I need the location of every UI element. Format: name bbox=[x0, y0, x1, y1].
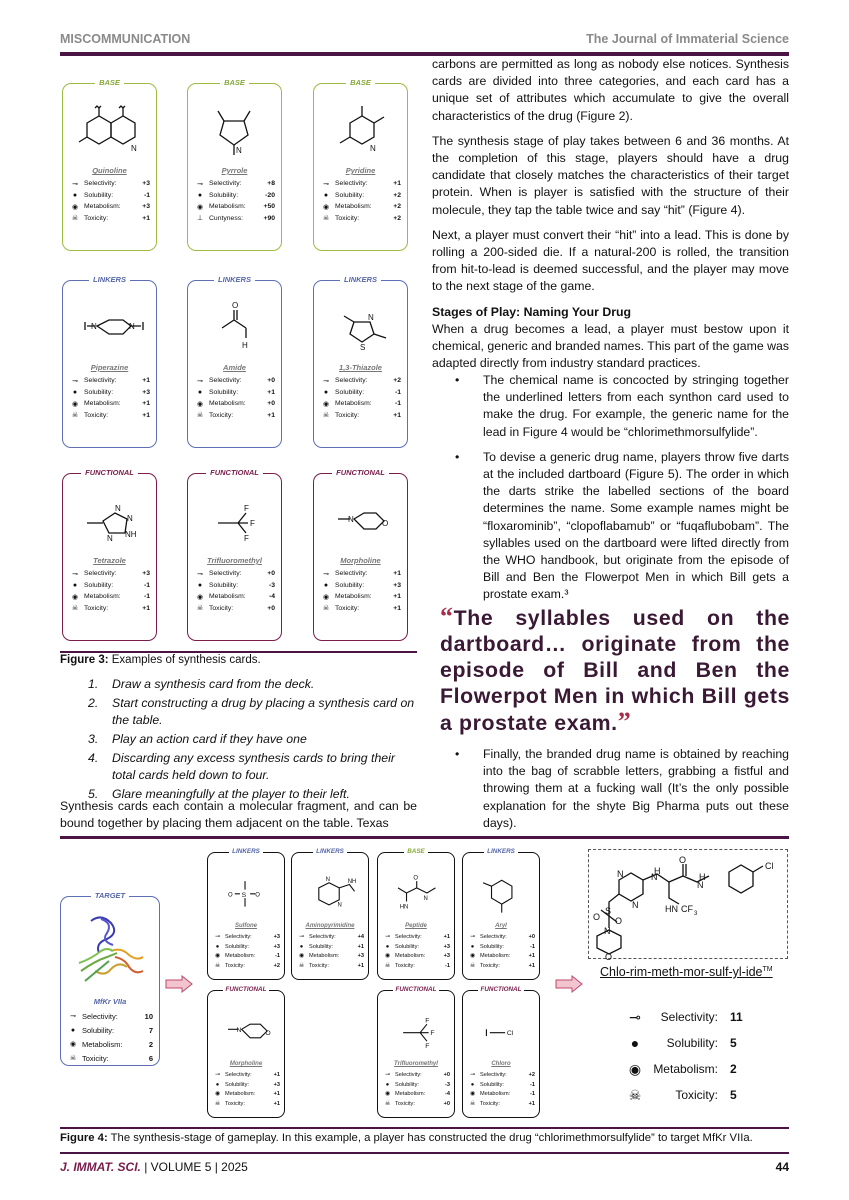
step-item: 5. Glare meaningfully at the player to their left. bbox=[88, 787, 350, 801]
step-item: 2. Start constructing a drug by placing a synthesis card on the table. bbox=[88, 696, 415, 727]
card-stats: ⊸ Selectivity: +3 ● Solubility: +3 ◉ Metabolism: -1 ☠ Toxicity: +2 bbox=[214, 933, 280, 970]
figure-3-caption: Figure 3: Examples of synthesis cards. bbox=[60, 654, 261, 666]
drop-icon: ● bbox=[323, 388, 329, 396]
svg-text:O: O bbox=[605, 952, 613, 960]
svg-text:N: N bbox=[236, 146, 242, 155]
skull-icon: ☠ bbox=[196, 605, 204, 613]
card-stats: ⊸ Selectivity: +0 ● Solubility: +1 ◉ Metabolism: +0 ☠ Toxicity: +1 bbox=[194, 375, 275, 421]
key-icon: ⊸ bbox=[215, 933, 220, 940]
card-stats: ⊸ Selectivity: +0 ● Solubility: -1 ◉ Metabolism: +1 ☠ Toxicity: +1 bbox=[469, 933, 535, 970]
flame-icon: ◉ bbox=[214, 953, 221, 960]
close-quote-icon: ” bbox=[617, 707, 632, 736]
drug-name: Chlo-rim-meth-mor-sulf-yl-ide™ bbox=[600, 965, 773, 979]
molecule-structure-thiazole bbox=[318, 294, 405, 362]
molecule-structure-sulfone bbox=[211, 863, 285, 923]
svg-text:O: O bbox=[232, 301, 239, 310]
drop-icon: ● bbox=[215, 943, 220, 950]
key-icon: ⊸ bbox=[299, 933, 304, 940]
svg-text:N: N bbox=[325, 877, 330, 884]
svg-text:NH: NH bbox=[347, 878, 357, 885]
skull-icon: ☠ bbox=[469, 1101, 476, 1108]
card-name: Quinoline bbox=[92, 166, 127, 175]
drop-icon: ● bbox=[470, 943, 475, 950]
drop-icon: ● bbox=[72, 191, 78, 199]
card-name: Trifluoromethyl bbox=[207, 556, 262, 565]
card-name: Aminopyrimidine bbox=[305, 923, 355, 929]
key-icon: ⊸ bbox=[197, 180, 203, 188]
paragraph: carbons are permitted as long as nobody else notices. Synthesis cards are divided into three categories, and each card has a unique set of attributes which accumulate to give the overall characteristics of the drug (Figure 2). bbox=[432, 57, 789, 123]
card-name: Piperazine bbox=[90, 363, 129, 372]
svg-text:N: N bbox=[107, 534, 113, 543]
molecule-structure-cf3 bbox=[192, 487, 279, 555]
svg-text:F: F bbox=[244, 504, 249, 513]
svg-text:N: N bbox=[651, 872, 658, 882]
skull-icon: ☠ bbox=[71, 215, 79, 223]
svg-text:O: O bbox=[679, 855, 687, 865]
svg-text:Cl: Cl bbox=[765, 861, 774, 871]
drop-icon: ● bbox=[630, 1035, 640, 1051]
molecule-structure-morpholine bbox=[318, 487, 405, 555]
molecule-structure-tetrazole bbox=[67, 487, 154, 555]
synthesis-card-pyrrole: BASE N Pyrrole ⊸ Selectivity: +8 ● Solubility: -20 ◉ Metabolism: +50 ⊥ Cuntyness: +90 bbox=[187, 83, 282, 251]
drop-icon: ● bbox=[385, 1081, 390, 1088]
svg-text:O: O bbox=[413, 875, 418, 882]
journal-name: The Journal of Immaterial Science bbox=[586, 32, 789, 46]
card-stats: ⊸ Selectivity: +1 ● Solubility: +3 ◉ Metabolism: +3 ☠ Toxicity: -1 bbox=[384, 933, 450, 970]
svg-text:H: H bbox=[699, 872, 706, 882]
svg-text:N: N bbox=[337, 902, 342, 909]
card-stats: ⊸ Selectivity: +2 ● Solubility: -1 ◉ Metabolism: -1 ☠ Toxicity: +1 bbox=[320, 375, 401, 421]
flame-icon: ◉ bbox=[298, 953, 305, 960]
flame-icon: ◉ bbox=[384, 953, 391, 960]
svg-text:N: N bbox=[370, 144, 376, 153]
synthesis-card-thiazole: LINKERS N S 1,3-Thiazole ⊸ Selectivity: +2 ● Solubility: -1 ◉ Metabolism: -1 ☠ Toxicity: +1 bbox=[313, 280, 408, 448]
svg-text:F: F bbox=[425, 1043, 430, 1051]
card-stats: ⊸ Selectivity: +0 ● Solubility: -3 ◉ Metabolism: -4 ☠ Toxicity: +0 bbox=[194, 568, 275, 614]
card-stats: ⊸ Selectivity: +2 ● Solubility: -1 ◉ Metabolism: -1 ☠ Toxicity: +1 bbox=[469, 1071, 535, 1108]
svg-text:H: H bbox=[654, 866, 661, 876]
svg-text:N: N bbox=[131, 144, 137, 153]
synthesis-card-amide: LINKERS O H Amide ⊸ Selectivity: +0 ● Solubility: +1 ◉ Metabolism: +0 ☠ Toxicity: +1 bbox=[187, 280, 282, 448]
molecule-structure-peptide bbox=[381, 863, 455, 923]
drop-icon: ● bbox=[70, 1026, 76, 1034]
key-icon: ⊸ bbox=[197, 377, 203, 385]
flame-icon: ◉ bbox=[69, 1041, 77, 1048]
left-paragraph: Synthesis cards each contain a molecular fragment, and can be bound together by placing them adjacent on the table. Texas bbox=[60, 799, 417, 831]
svg-text:N: N bbox=[236, 1026, 242, 1034]
step-item: 3. Play an action card if they have one bbox=[88, 732, 307, 746]
svg-text:O: O bbox=[265, 1030, 271, 1038]
drop-icon: ● bbox=[72, 581, 78, 589]
card-name: Morpholine bbox=[340, 556, 381, 565]
svg-text:N: N bbox=[617, 869, 624, 879]
arrow-icon bbox=[165, 975, 193, 993]
drop-icon: ● bbox=[197, 388, 203, 396]
card-name: Chloro bbox=[491, 1061, 511, 1067]
svg-text:NH: NH bbox=[125, 530, 137, 539]
synthesis-card-aminopyrimidine: LINKERS N N NH Aminopyrimidine ⊸ Selectivity: +4 ● Solubility: +1 ◉ Metabolism: +3 ☠ Toxicity: +1 bbox=[291, 852, 369, 980]
svg-text:HN: HN bbox=[399, 904, 409, 911]
synthesis-card-aryl: LINKERS Aryl ⊸ Selectivity: +0 ● Solubility: -1 ◉ Metabolism: +1 ☠ Toxicity: +1 bbox=[462, 852, 540, 980]
svg-text:O: O bbox=[382, 519, 389, 528]
arrow-icon bbox=[555, 975, 583, 993]
flame-icon: ◉ bbox=[322, 400, 330, 408]
drop-icon: ● bbox=[197, 191, 203, 199]
skull-icon: ☠ bbox=[214, 1101, 221, 1108]
svg-text:N: N bbox=[127, 514, 133, 523]
key-icon: ⊸ bbox=[323, 377, 329, 385]
card-stats: ⊸ Selectivity: +4 ● Solubility: +1 ◉ Metabolism: +3 ☠ Toxicity: +1 bbox=[298, 933, 364, 970]
skull-icon: ☠ bbox=[71, 605, 79, 613]
key-icon: ⊸ bbox=[72, 180, 78, 188]
svg-text:N: N bbox=[348, 515, 354, 524]
key-icon: ⊸ bbox=[470, 933, 475, 940]
result-stats: ⊸ Selectivity: 11 ● Solubility: 5 ◉ Metabolism: 2 ☠ Toxicity: 5 bbox=[620, 1004, 770, 1108]
svg-text:S: S bbox=[360, 343, 366, 352]
key-icon: ⊸ bbox=[385, 933, 390, 940]
svg-text:O: O bbox=[255, 892, 260, 899]
key-icon: ⊸ bbox=[72, 377, 78, 385]
synthesis-card-tetrazole: FUNCTIONAL N N NH N Tetrazole ⊸ Selectivity: +3 ● Solubility: -1 ◉ Metabolism: -1 ☠ Toxicity: +1 bbox=[62, 473, 157, 641]
svg-text:Cl: Cl bbox=[506, 1030, 514, 1038]
paragraph: Next, a player must convert their “hit” into a lead. This is done by rolling a 200-sided die. If a natural-200 is rolled, the transition from hit-to-lead is deemed successful, and the player may move to the next stage of the game. bbox=[432, 227, 789, 294]
molecule-structure-morpholine bbox=[211, 1001, 285, 1061]
molecule-structure-quinoline bbox=[67, 97, 154, 165]
flame-icon: ◉ bbox=[384, 1091, 391, 1098]
svg-text:F: F bbox=[244, 534, 249, 543]
skull-icon: ☠ bbox=[322, 215, 330, 223]
svg-text:HN: HN bbox=[665, 904, 678, 914]
svg-text:F: F bbox=[250, 519, 255, 528]
svg-text:H: H bbox=[242, 341, 248, 350]
synthesis-card-quinoline: BASE N Quinoline ⊸ Selectivity: +3 ● Solubility: -1 ◉ Metabolism: +3 ☠ Toxicity: +1 bbox=[62, 83, 157, 251]
steps-list bbox=[60, 676, 417, 805]
key-icon: ⊸ bbox=[470, 1071, 475, 1078]
card-stats: ⊸ Selectivity: +1 ● Solubility: +3 ◉ Metabolism: +1 ☠ Toxicity: +1 bbox=[320, 568, 401, 614]
flame-icon: ◉ bbox=[196, 203, 204, 211]
svg-text:N: N bbox=[115, 504, 121, 513]
synthesis-card-morpholine: FUNCTIONAL N O Morpholine ⊸ Selectivity: +1 ● Solubility: +3 ◉ Metabolism: +1 ☠ Toxicity: +1 bbox=[207, 990, 285, 1118]
card-name: Trifluoromethyl bbox=[394, 1061, 438, 1067]
flame-icon: ◉ bbox=[71, 593, 79, 601]
bullet: • Finally, the branded drug name is obtained by reaching into the bag of scrabble letters, grabbing a fistful and throwing them at a fucking wall (It’s the only possible explanation for the shyte Big Pharma puts out these days). bbox=[455, 746, 789, 832]
flame-icon: ◉ bbox=[628, 1060, 642, 1077]
card-stats: ⊸ Selectivity: +1 ● Solubility: +3 ◉ Metabolism: +1 ☠ Toxicity: +1 bbox=[214, 1071, 280, 1108]
card-name: Tetrazole bbox=[93, 556, 126, 565]
skull-icon: ☠ bbox=[628, 1086, 642, 1103]
svg-text:F: F bbox=[425, 1017, 430, 1025]
final-drug-box bbox=[588, 849, 788, 959]
target-stats: ⊸ Selectivity: 10 ● Solubility: 7 ◉ Metabolism: 2 ☠ Toxicity: 6 bbox=[67, 1009, 153, 1065]
flame-icon: ◉ bbox=[322, 203, 330, 211]
synthesis-card-cf3: FUNCTIONAL F F F Trifluoromethyl ⊸ Selectivity: +0 ● Solubility: -3 ◉ Metabolism: -4 ☠ Toxicity: +0 bbox=[187, 473, 282, 641]
drop-icon: ● bbox=[323, 191, 329, 199]
protein-structure-icon bbox=[71, 911, 151, 989]
drop-icon: ● bbox=[470, 1081, 475, 1088]
molecule-structure-cf3 bbox=[381, 1001, 455, 1061]
bullet: • To devise a generic drug name, players throw five darts at the included dartboard (Figure 5). The order in which the darts strike the labelled sections of the board determines the name. Some example names might be “floxarominib”, “clopoflabamub” or “fuqaflubobam”. The syllables used on the dartboard were lifted directly from the WHO handbook, but originate from the episode of Bill and Ben the Flowerpot Men in which Bill gets a prostate exam.³ bbox=[455, 449, 789, 604]
svg-text:S: S bbox=[241, 892, 247, 900]
svg-text:CF: CF bbox=[681, 904, 693, 914]
open-quote-icon: “ bbox=[440, 602, 454, 631]
key-icon: ⊸ bbox=[629, 1008, 641, 1025]
card-stats: ⊸ Selectivity: +0 ● Solubility: -3 ◉ Metabolism: -4 ☠ Toxicity: +0 bbox=[384, 1071, 450, 1108]
card-name: Pyridine bbox=[345, 166, 376, 175]
drop-icon: ● bbox=[215, 1081, 220, 1088]
skull-icon: ☠ bbox=[322, 605, 330, 613]
card-name: Peptide bbox=[405, 923, 427, 929]
svg-text:O: O bbox=[228, 892, 233, 899]
svg-text:N: N bbox=[368, 313, 374, 322]
flame-icon: ◉ bbox=[71, 203, 79, 211]
synthesis-card-cf3: FUNCTIONAL F F F Trifluoromethyl ⊸ Selectivity: +0 ● Solubility: -3 ◉ Metabolism: -4 ☠ Toxicity: +0 bbox=[377, 990, 455, 1118]
pull-quote: “The syllables used on the dartboard… originate from the episode of Bill and Ben the Flowerpot Men in which Bill gets a prostate exam.” bbox=[440, 602, 790, 736]
card-name: Morpholine bbox=[229, 1061, 263, 1067]
key-icon: ⊸ bbox=[385, 1071, 390, 1078]
plunger-icon: ⊥ bbox=[196, 215, 204, 223]
card-name: Aryl bbox=[495, 923, 507, 929]
flame-icon: ◉ bbox=[71, 400, 79, 408]
drop-icon: ● bbox=[197, 581, 203, 589]
page-number: 44 bbox=[775, 1160, 789, 1174]
skull-icon: ☠ bbox=[384, 963, 391, 970]
bullets-2 bbox=[455, 746, 789, 840]
card-stats: ⊸ Selectivity: +1 ● Solubility: +3 ◉ Metabolism: +1 ☠ Toxicity: +1 bbox=[69, 375, 150, 421]
molecule-structure-amide bbox=[192, 294, 279, 362]
card-stats: ⊸ Selectivity: +1 ● Solubility: +2 ◉ Metabolism: +2 ☠ Toxicity: +2 bbox=[320, 178, 401, 224]
synthesis-card-sulfone: LINKERS S O O Sulfone ⊸ Selectivity: +3 ● Solubility: +3 ◉ Metabolism: -1 ☠ Toxicity: +2 bbox=[207, 852, 285, 980]
synthesis-card-piperazine: LINKERS N N Piperazine ⊸ Selectivity: +1 ● Solubility: +3 ◉ Metabolism: +1 ☠ Toxicity: +1 bbox=[62, 280, 157, 448]
figure-4-top-rule bbox=[60, 836, 789, 839]
target-card: TARGET MfKr VIIa ⊸ Selectivity: 10 ● Solubility: 7 ◉ Metabolism: 2 ☠ Toxicity: 6 bbox=[60, 896, 160, 1066]
figure-3-rule bbox=[60, 651, 417, 653]
skull-icon: ☠ bbox=[196, 412, 204, 420]
drop-icon: ● bbox=[323, 581, 329, 589]
card-stats: ⊸ Selectivity: +8 ● Solubility: -20 ◉ Metabolism: +50 ⊥ Cuntyness: +90 bbox=[194, 178, 275, 224]
molecule-structure-piperazine bbox=[67, 294, 154, 362]
molecule-structure-pyridine bbox=[318, 97, 405, 165]
figure-4-caption: Figure 4: The synthesis-stage of gameplay. In this example, a player has constructed the drug “chlorimethmorsulfylide” to target MfKr VIIa. bbox=[60, 1132, 753, 1144]
skull-icon: ☠ bbox=[71, 412, 79, 420]
key-icon: ⊸ bbox=[70, 1013, 76, 1020]
synthesis-card-morpholine: FUNCTIONAL N O Morpholine ⊸ Selectivity: +1 ● Solubility: +3 ◉ Metabolism: +1 ☠ Toxicity: +1 bbox=[313, 473, 408, 641]
card-name: 1,3-Thiazole bbox=[339, 363, 382, 372]
molecule-structure-aryl bbox=[466, 863, 540, 923]
figure-4-cards bbox=[200, 848, 550, 1128]
svg-text:N: N bbox=[91, 322, 97, 331]
drop-icon: ● bbox=[72, 388, 78, 396]
skull-icon: ☠ bbox=[384, 1101, 391, 1108]
skull-icon: ☠ bbox=[298, 963, 305, 970]
synthesis-card-pyridine: BASE N Pyridine ⊸ Selectivity: +1 ● Solubility: +2 ◉ Metabolism: +2 ☠ Toxicity: +2 bbox=[313, 83, 408, 251]
key-icon: ⊸ bbox=[197, 570, 203, 578]
svg-text:N: N bbox=[423, 895, 428, 902]
svg-text:F: F bbox=[430, 1030, 435, 1038]
card-stats: ⊸ Selectivity: +3 ● Solubility: -1 ◉ Metabolism: -1 ☠ Toxicity: +1 bbox=[69, 568, 150, 614]
flame-icon: ◉ bbox=[196, 400, 204, 408]
svg-text:N: N bbox=[697, 880, 704, 890]
footer-journal: J. IMMAT. SCI. | VOLUME 5 | 2025 bbox=[60, 1160, 248, 1174]
key-icon: ⊸ bbox=[215, 1071, 220, 1078]
figure-4-bottom-rule bbox=[60, 1127, 789, 1129]
bullets-1 bbox=[455, 372, 789, 612]
svg-text:N: N bbox=[632, 900, 639, 910]
key-icon: ⊸ bbox=[323, 180, 329, 188]
card-name: Sulfone bbox=[235, 923, 257, 929]
skull-icon: ☠ bbox=[322, 412, 330, 420]
molecule-structure-chloro bbox=[466, 1001, 540, 1061]
paragraph: The synthesis stage of play takes between 6 and 36 months. At the completion of this stage, players should have a drug candidate that closely matches the characteristics of their target protein. When is player is satisfied with the structure of their molecule, they tap the table twice and say “hit” (Figure 4). bbox=[432, 133, 789, 217]
svg-text:O: O bbox=[593, 912, 601, 922]
drop-icon: ● bbox=[299, 943, 304, 950]
step-item: 1. Draw a synthesis card from the deck. bbox=[88, 677, 315, 691]
skull-icon: ☠ bbox=[469, 963, 476, 970]
synthesis-card-chloro: FUNCTIONAL Cl Chloro ⊸ Selectivity: +2 ● Solubility: -1 ◉ Metabolism: -1 ☠ Toxicity: +1 bbox=[462, 990, 540, 1118]
section-label: MISCOMMUNICATION bbox=[60, 32, 191, 46]
section-heading: Stages of Play: Naming Your Drug bbox=[432, 304, 632, 319]
flame-icon: ◉ bbox=[214, 1091, 221, 1098]
molecule-structure-aminopyrimidine bbox=[295, 863, 369, 923]
skull-icon: ☠ bbox=[214, 963, 221, 970]
flame-icon: ◉ bbox=[322, 593, 330, 601]
flame-icon: ◉ bbox=[469, 1091, 476, 1098]
flame-icon: ◉ bbox=[469, 953, 476, 960]
synthesis-card-peptide: BASE O N HN Peptide ⊸ Selectivity: +1 ● Solubility: +3 ◉ Metabolism: +3 ☠ Toxicity: -1 bbox=[377, 852, 455, 980]
svg-text:N: N bbox=[129, 322, 135, 331]
svg-text:3: 3 bbox=[694, 911, 698, 917]
step-item: 4. Discarding any excess synthesis cards to bring their total cards held down to four. bbox=[88, 751, 395, 782]
right-column bbox=[432, 56, 789, 380]
key-icon: ⊸ bbox=[323, 570, 329, 578]
paragraph: When a drug becomes a lead, a player must bestow upon it chemical, generic and branded names. This part of the game was adapted directly from industry standard practices. bbox=[432, 321, 789, 371]
svg-text:N: N bbox=[604, 926, 611, 936]
footer-rule bbox=[60, 1152, 789, 1154]
bullet: • The chemical name is concocted by stringing together the underlined letters from each synthon card used to make the drug. For example, the generic name for the lead in Figure 4 would be “chlorimethmorsulfylide”. bbox=[455, 372, 789, 441]
svg-text:S: S bbox=[605, 906, 612, 916]
drop-icon: ● bbox=[385, 943, 390, 950]
molecule-structure-pyrrole bbox=[192, 97, 279, 165]
card-stats: ⊸ Selectivity: +3 ● Solubility: -1 ◉ Metabolism: +3 ☠ Toxicity: +1 bbox=[69, 178, 150, 224]
svg-text:O: O bbox=[615, 916, 623, 926]
card-name: Amide bbox=[223, 363, 246, 372]
card-name: Pyrrole bbox=[221, 166, 248, 175]
final-drug-structure bbox=[589, 850, 789, 960]
skull-icon: ☠ bbox=[69, 1055, 77, 1062]
flame-icon: ◉ bbox=[196, 593, 204, 601]
key-icon: ⊸ bbox=[72, 570, 78, 578]
